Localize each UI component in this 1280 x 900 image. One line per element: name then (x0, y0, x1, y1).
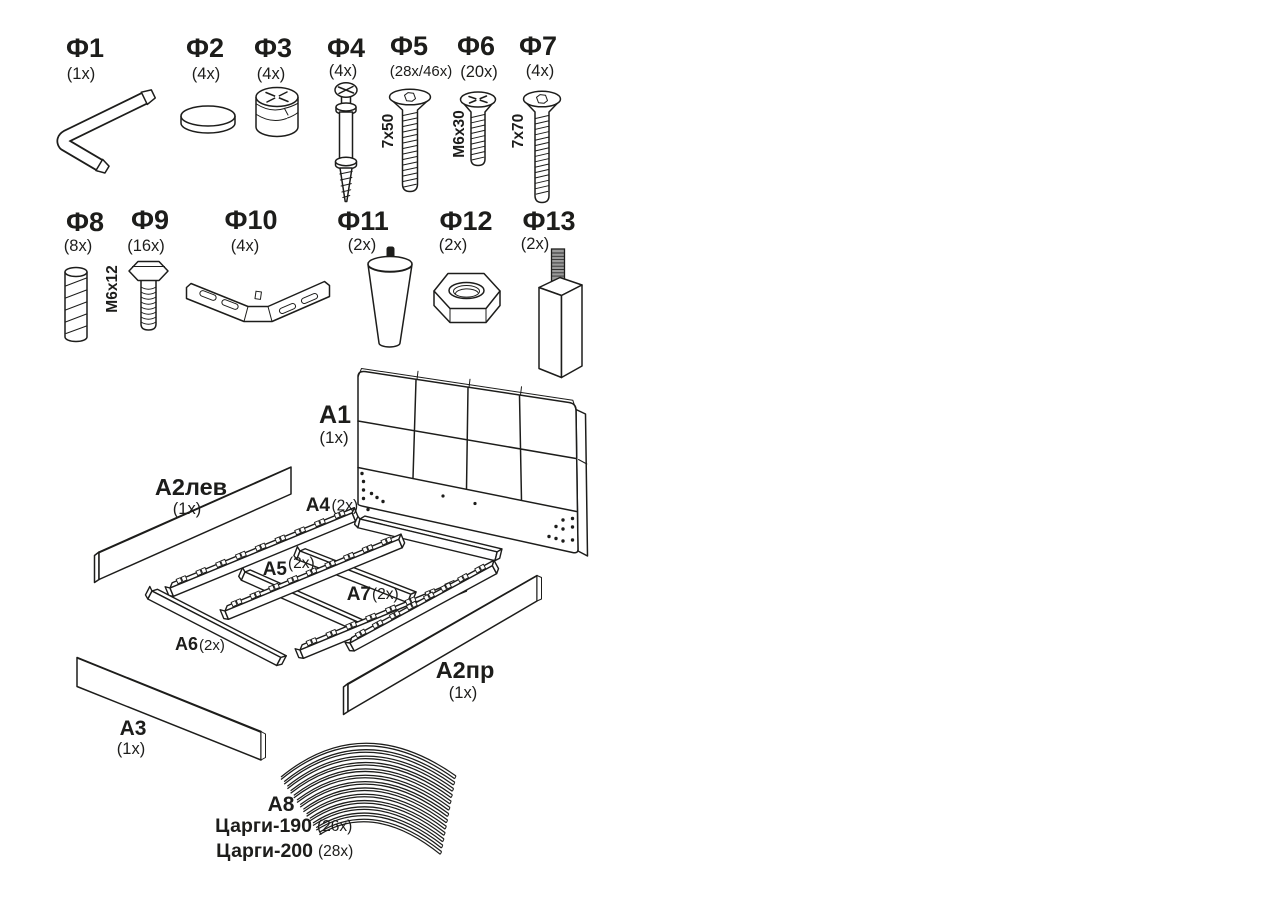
count-f11: (2x) (347, 236, 377, 254)
count-f1: (1x) (66, 65, 96, 83)
label-f3: Ф3 (253, 33, 293, 63)
panel-a3-illustration (77, 658, 266, 761)
count-f8: (8x) (63, 237, 93, 255)
size-m6x12: M6x12 (104, 265, 121, 313)
hex-bolt-m6x12-illustration (129, 262, 168, 331)
count-f7: (4x) (525, 62, 555, 80)
label-f8: Ф8 (65, 207, 105, 237)
cam-lock-illustration (256, 88, 298, 137)
count-a2lev: (1x) (172, 500, 202, 518)
count-tsargi-190: (26x) (317, 818, 353, 835)
label-a2pr: А2пр (435, 657, 495, 683)
label-a3: A3 (119, 717, 147, 740)
label-f4: Ф4 (326, 33, 366, 63)
allen-key-illustration (63, 88, 156, 175)
count-f2: (4x) (191, 65, 221, 83)
hex-nut-illustration (434, 274, 500, 323)
label-f9: Ф9 (130, 205, 170, 235)
wood-dowel-illustration (65, 268, 87, 342)
label-tsargi-200: Царги-200 (216, 840, 313, 862)
count-f3: (4x) (256, 65, 286, 83)
label-a8: A8 (267, 793, 295, 816)
label-f7: Ф7 (518, 31, 558, 61)
label-f12: Ф12 (439, 206, 493, 236)
label-f2: Ф2 (185, 33, 225, 63)
count-a5: (2x) (288, 555, 315, 572)
label-a6: A6 (174, 634, 198, 654)
size-7x50: 7x50 (380, 113, 397, 149)
label-f13: Ф13 (522, 206, 576, 236)
size-m6x30: M6x30 (451, 110, 468, 158)
count-a1: (1x) (319, 428, 349, 447)
count-f6: (20x) (460, 63, 498, 81)
count-tsargi-200: (28x) (318, 843, 354, 860)
count-a7: (2x) (372, 586, 399, 603)
label-a2lev: А2лев (154, 474, 228, 500)
count-f13: (2x) (520, 235, 550, 253)
count-a2pr: (1x) (448, 684, 478, 702)
count-f4: (4x) (328, 62, 358, 80)
screw-7x70-illustration (524, 91, 561, 202)
size-7x70: 7x70 (510, 113, 527, 149)
tapered-leg-illustration (368, 247, 412, 348)
count-f12: (2x) (438, 236, 468, 254)
label-f5: Ф5 (389, 31, 429, 61)
count-f10: (4x) (230, 237, 260, 255)
label-tsargi-190: Царги-190 (215, 815, 312, 837)
count-f9: (16x) (127, 237, 165, 255)
label-a4: A4 (305, 495, 330, 516)
label-f6: Ф6 (456, 31, 496, 61)
dowel-bolt-illustration (335, 83, 357, 202)
label-a1: A1 (319, 401, 351, 429)
metal-bracket-illustration (187, 282, 330, 322)
count-a6: (2x) (199, 637, 225, 654)
square-leg-illustration (539, 249, 582, 378)
label-a7: A7 (346, 584, 371, 605)
count-a4: (2x) (331, 497, 359, 515)
count-a3: (1x) (116, 740, 146, 758)
count-f5: (28x/46x) (389, 63, 453, 80)
slat-stack (281, 743, 456, 854)
label-f1: Ф1 (65, 33, 105, 63)
label-a5: A5 (262, 559, 287, 580)
label-f11: Ф11 (337, 206, 389, 236)
label-f10: Ф10 (224, 205, 278, 235)
cap-disc-illustration (181, 106, 235, 133)
